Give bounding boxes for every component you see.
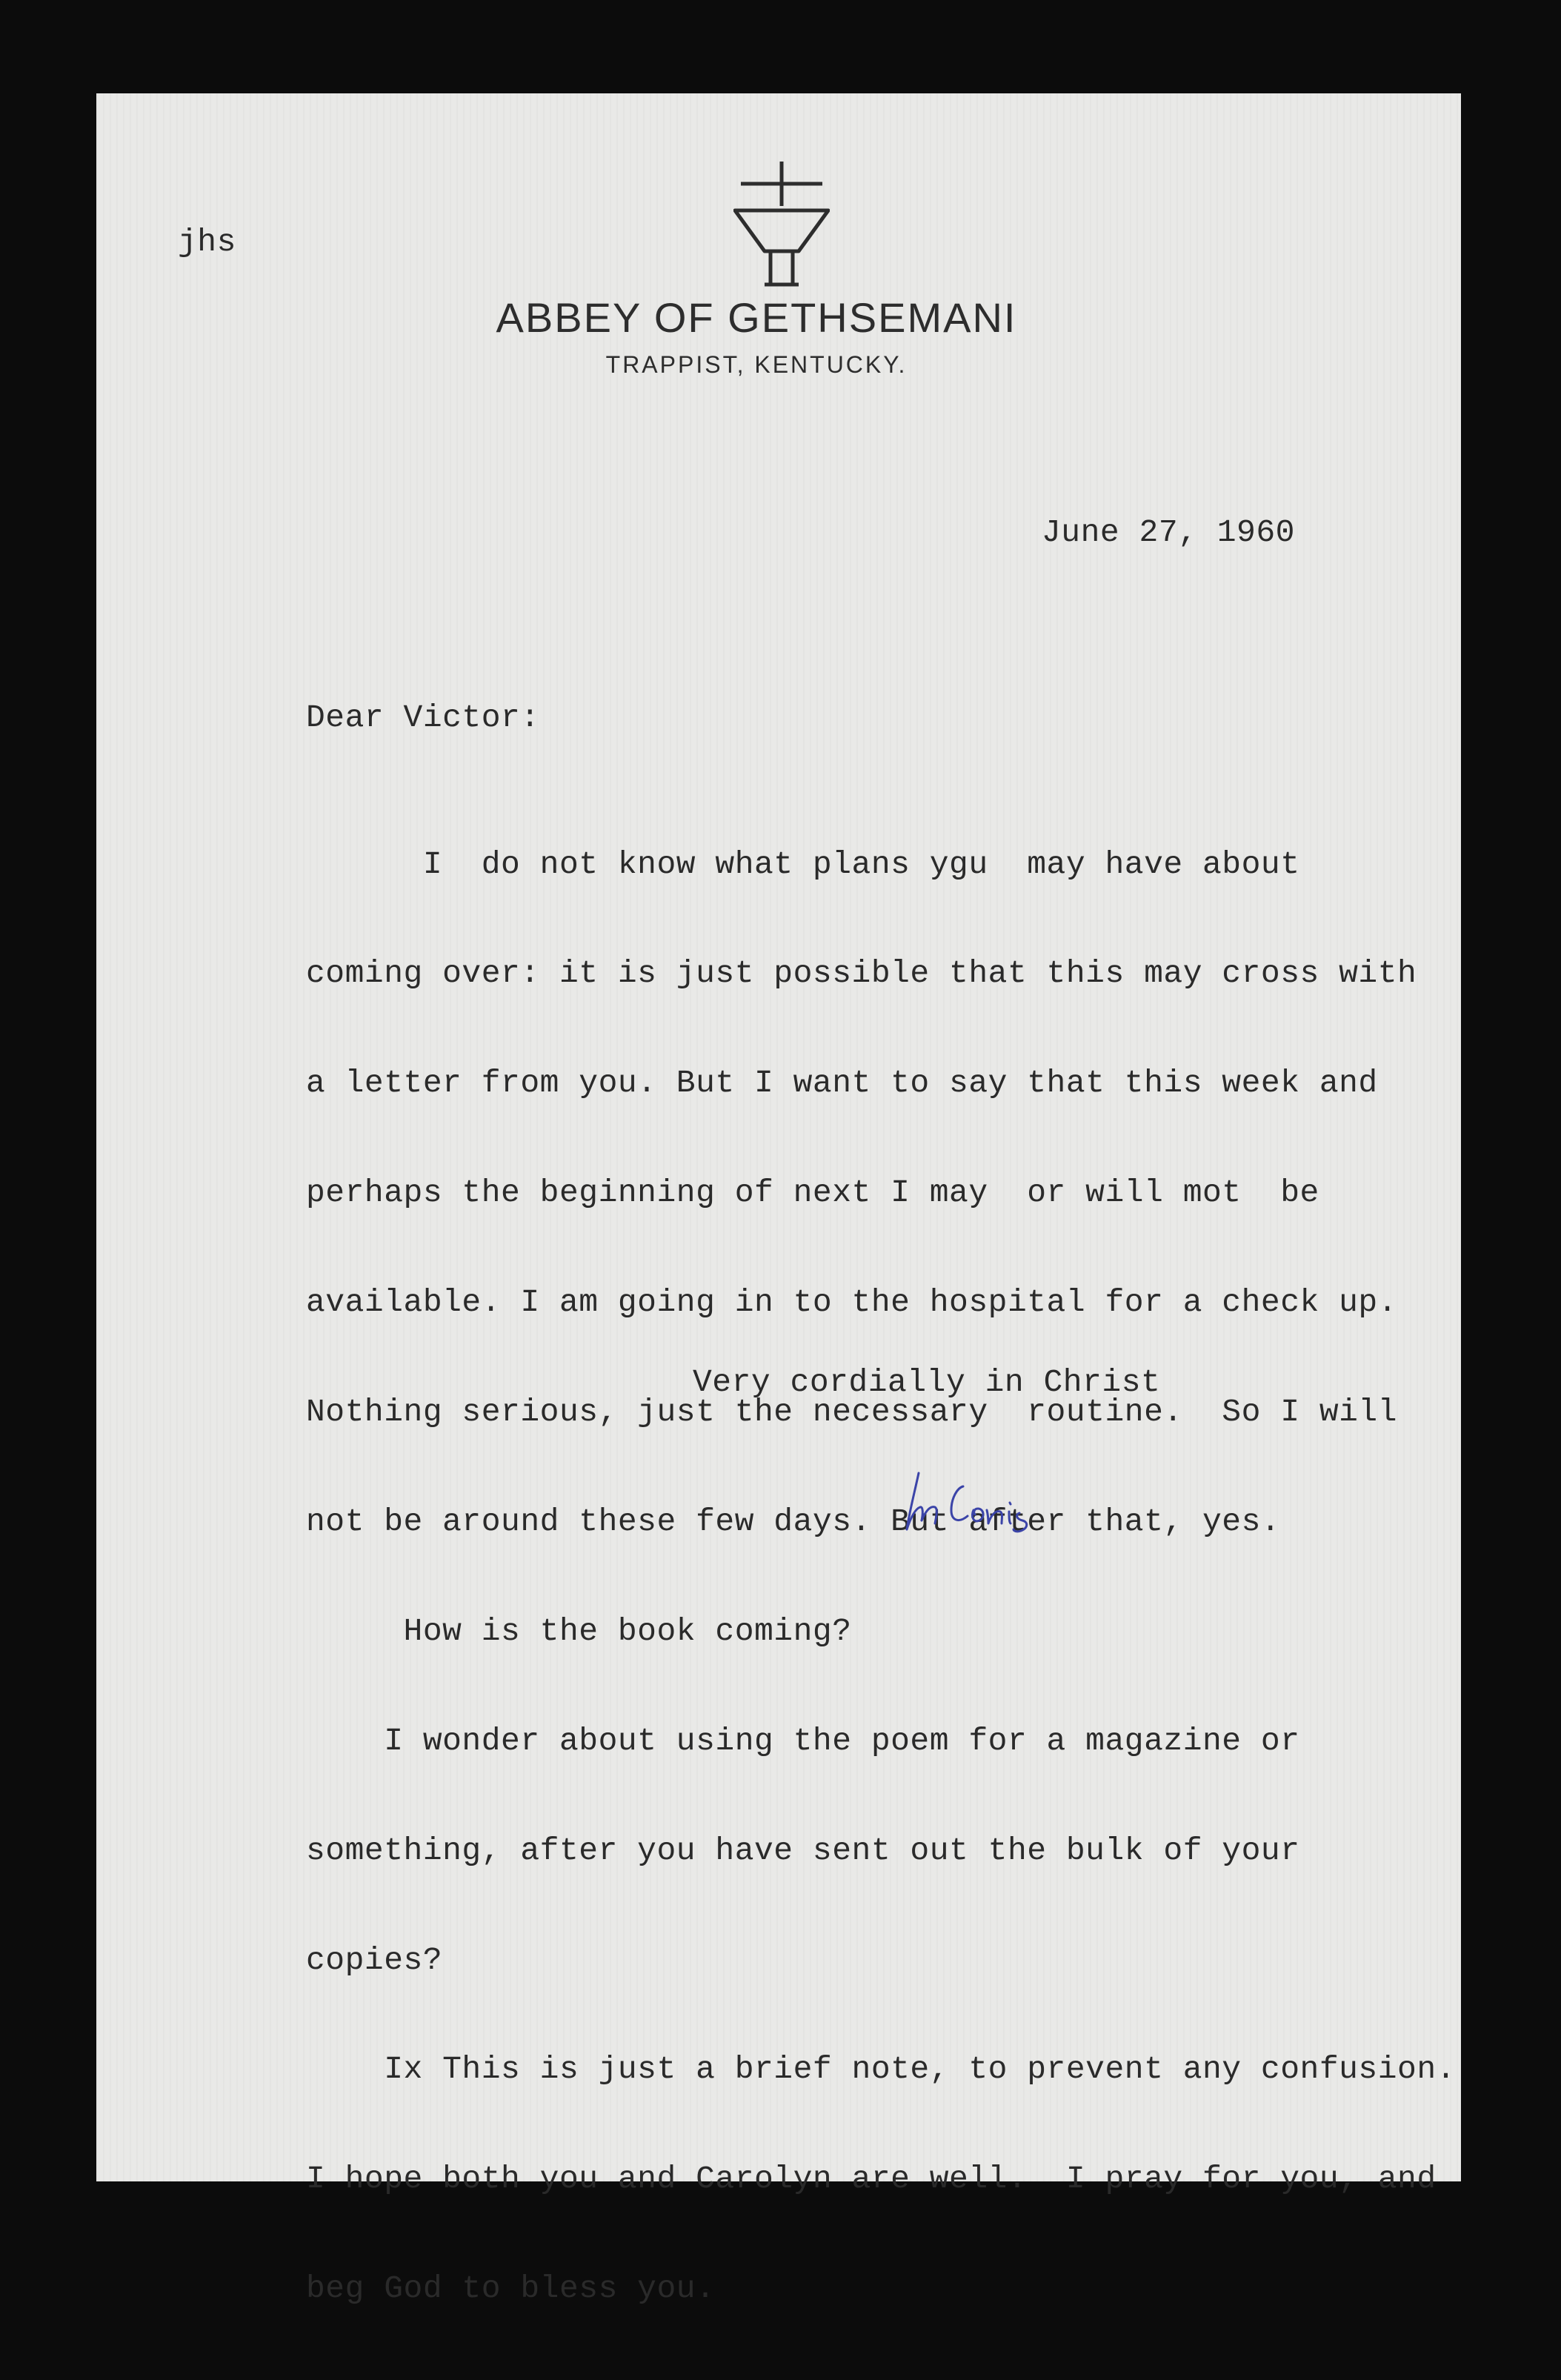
body-line: I wonder about using the poem for a magazine or: [306, 1722, 1300, 1759]
body-line: I hope both you and Carolyn are well. I pray for you, and: [306, 2161, 1437, 2198]
typed-initials: jhs: [178, 224, 236, 260]
body-line: coming over: it is just possible that this may cross with: [306, 955, 1417, 992]
letterhead-location: TRAPPIST, KENTUCKY.: [605, 351, 908, 378]
body-line: I do not know what plans ygu may have about: [306, 845, 1300, 882]
body-line: How is the book coming?: [306, 1612, 852, 1649]
body-line: copies?: [306, 1941, 443, 1978]
body-line: available. I am going in to the hospital for a check up.: [306, 1284, 1398, 1321]
letter-date: June 27, 1960: [1042, 514, 1295, 551]
body-line: something, after you have sent out the bulk of your: [306, 1832, 1300, 1869]
handwritten-signature: [896, 1464, 1074, 1538]
body-line: perhaps the beginning of next I may or will mot be: [306, 1174, 1319, 1211]
body-line: not be around these few days. But after that, yes.: [306, 1503, 1281, 1540]
closing: Very cordially in Christ: [693, 1364, 1161, 1400]
salutation: Dear Victor:: [306, 699, 540, 736]
cross-chalice-icon: [733, 159, 830, 292]
body-line: Ix This is just a brief note, to prevent any confusion.: [306, 2051, 1456, 2088]
letter-body: [306, 773, 1456, 2380]
body-line: a letter from you. But I want to say that this week and: [306, 1065, 1378, 1102]
letter-sheet: [96, 93, 1461, 2307]
body-line: beg God to bless you.: [306, 2270, 716, 2307]
body-line: Nothing serious, just the necessary routine. So I will: [306, 1394, 1398, 1431]
letterhead-title: ABBEY OF GETHSEMANI: [496, 294, 1017, 341]
